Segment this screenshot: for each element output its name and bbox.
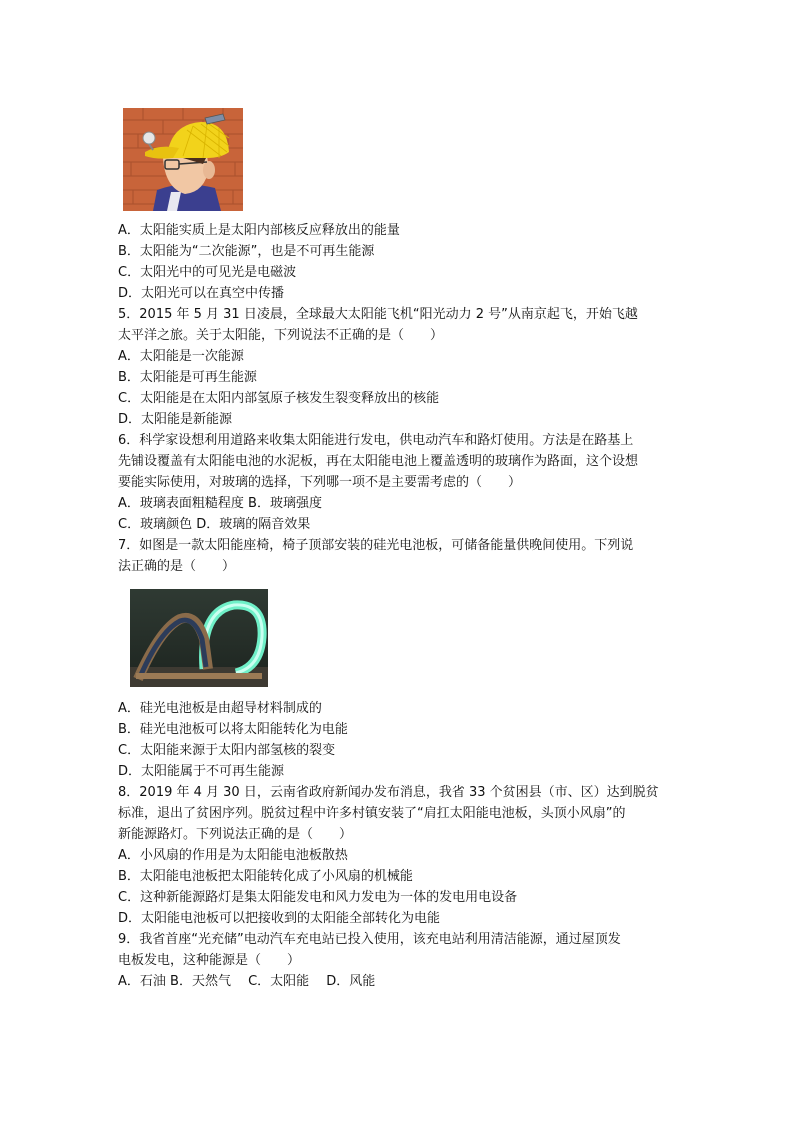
q4-option-a: A．太阳能实质上是太阳内部核反应释放出的能量 — [118, 223, 400, 238]
q8-option-a: A．小风扇的作用是为太阳能电池板散热 — [118, 848, 348, 863]
q8-option-c: C．这种新能源路灯是集太阳能发电和风力发电为一体的发电用电设备 — [118, 890, 518, 905]
q9-stem-line-1: 9．我省首座“光充储”电动汽车充电站已投入使用，该充电站利用清洁能源，通过屋顶发 — [118, 932, 621, 947]
q7-stem-line-1: 7．如图是一款太阳能座椅，椅子顶部安装的硅光电池板，可储备能量供晚间使用。下列说 — [118, 538, 634, 553]
q5-option-d: D．太阳能是新能源 — [118, 412, 233, 427]
q4-option-c: C．太阳光中的可见光是电磁波 — [118, 265, 297, 280]
q5-stem-line-2: 太平洋之旅。关于太阳能，下列说法不正确的是（ ） — [118, 328, 444, 343]
q6-stem-line-1: 6．科学家设想利用道路来收集太阳能进行发电，供电动汽车和路灯使用。方法是在路基上 — [118, 433, 634, 448]
q7-option-d: D．太阳能属于不可再生能源 — [118, 764, 285, 779]
q6-stem-line-3: 要能实际使用，对玻璃的选择，下列哪一项不是主要需考虑的（ ） — [118, 475, 522, 490]
q9-stem-line-2: 电板发电，这种能源是（ ） — [118, 953, 301, 968]
q6-options-line-2: C．玻璃颜色 D．玻璃的隔音效果 — [118, 517, 311, 532]
q5-option-b: B．太阳能是可再生能源 — [118, 370, 257, 385]
q7-option-a: A．硅光电池板是由超导材料制成的 — [118, 701, 322, 716]
q6-options-line-1: A．玻璃表面粗糙程度 B．玻璃强度 — [118, 496, 322, 511]
solar-bench-photo — [130, 589, 268, 687]
q8-stem-line-2: 标准，退出了贫困序列。脱贫过程中许多村镇安装了“肩扛太阳能电池板，头顶小风扇”的 — [118, 806, 626, 821]
q5-option-a: A．太阳能是一次能源 — [118, 349, 244, 364]
q7-stem-line-2: 法正确的是（ ） — [118, 559, 236, 574]
q7-option-c: C．太阳能来源于太阳内部氢核的裂变 — [118, 743, 336, 758]
solar-fan-cap-photo — [123, 108, 243, 211]
q6-stem-line-2: 先铺设覆盖有太阳能电池的水泥板，再在太阳能电池上覆盖透明的玻璃作为路面，这个设想 — [118, 454, 639, 469]
q4-option-b: B．太阳能为“二次能源”，也是不可再生能源 — [118, 244, 375, 259]
q8-option-b: B．太阳能电池板把太阳能转化成了小风扇的机械能 — [118, 869, 413, 884]
q5-option-c: C．太阳能是在太阳内部氢原子核发生裂变释放出的核能 — [118, 391, 440, 406]
q8-stem-line-1: 8．2019 年 4 月 30 日，云南省政府新闻办发布消息，我省 33 个贫困县（市、区）达到脱贫 — [118, 785, 659, 800]
q8-option-d: D．太阳能电池板可以把接收到的太阳能全部转化为电能 — [118, 911, 441, 926]
q7-option-b: B．硅光电池板可以将太阳能转化为电能 — [118, 722, 348, 737]
q9-options-line: A．石油 B．天然气 C．太阳能 D．风能 — [118, 974, 376, 989]
q5-stem-line-1: 5．2015 年 5 月 31 日凌晨，全球最大太阳能飞机“阳光动力 2 号”从南京起飞，开始飞越 — [118, 307, 638, 322]
q4-option-d: D．太阳光可以在真空中传播 — [118, 286, 285, 301]
q8-stem-line-3: 新能源路灯。下列说法正确的是（ ） — [118, 827, 353, 842]
